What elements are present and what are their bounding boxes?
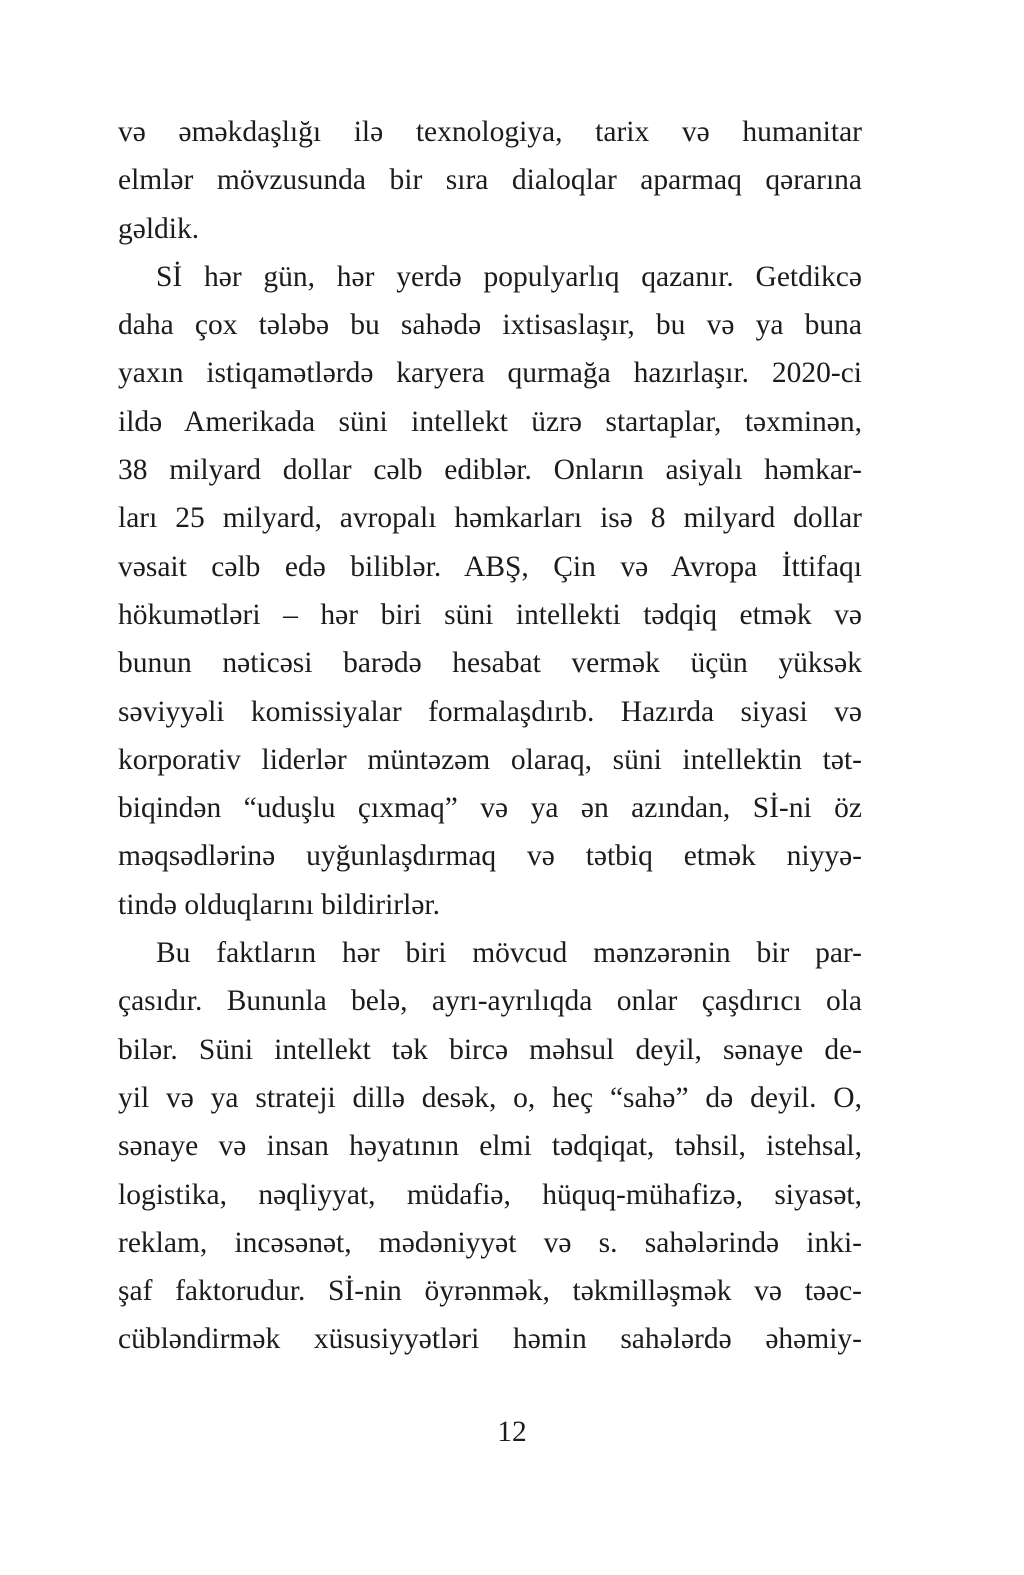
text-line: sənaye və insan həyatının elmi tədqiqat, təhsil, istehsal,: [118, 1130, 862, 1163]
text-line: yil və ya strateji dillə desək, o, heç “sahə” də deyil. O,: [118, 1081, 862, 1114]
text-line: səviyyəli komissiyalar formalaşdırıb. Hazırda siyasi və: [118, 695, 862, 728]
text-line: məqsədlərinə uyğunlaşdırmaq və tətbiq etmək niyyə-: [118, 840, 862, 873]
text-line: Sİ hər gün, hər yerdə populyarlıq qazanır. Getdikcə: [156, 260, 862, 293]
paragraph-2: [118, 253, 862, 929]
text-line: gəldik.: [118, 212, 200, 245]
text-line: daha çox tələbə bu sahədə ixtisaslaşır, bu və ya buna: [118, 309, 862, 342]
text-line: və əməkdaşlığı ilə texnologiya, tarix və humanitar: [118, 116, 862, 148]
text-line: çasıdır. Bununla belə, ayrı-ayrılıqda onlar çaşdırıcı ola: [118, 985, 862, 1018]
text-line: Bu faktların hər biri mövcud mənzərənin bir par-: [156, 937, 862, 970]
text-line: hökumətləri – hər biri süni intellekti tədqiq etmək və: [118, 598, 862, 631]
text-line: yaxın istiqamətlərdə karyera qurmağa hazırlaşır. 2020-ci: [118, 357, 862, 390]
text-line: reklam, incəsənət, mədəniyyət və s. sahələrində inki-: [118, 1226, 862, 1259]
text-line: biqindən “uduşlu çıxmaq” və ya ən azından, Sİ-ni öz: [118, 792, 862, 825]
text-line: bunun nəticəsi barədə hesabat vermək üçün yüksək: [118, 647, 862, 680]
text-line: korporativ liderlər müntəzəm olaraq, süni intellektin tət-: [118, 743, 862, 776]
text-line: bilər. Süni intellekt tək bircə məhsul deyil, sənaye de-: [118, 1033, 862, 1066]
text-line: ildə Amerikada süni intellekt üzrə startaplar, təxminən,: [118, 405, 862, 438]
body-text: [118, 108, 862, 1364]
paragraph-3: [118, 929, 862, 1364]
text-line: şaf faktorudur. Sİ-nin öyrənmək, təkmilləşmək və təəc-: [118, 1275, 862, 1308]
text-line: logistika, nəqliyyat, müdafiə, hüquq-mühafizə, siyasət,: [118, 1178, 862, 1211]
text-line: tində olduqlarını bildirirlər.: [118, 888, 440, 921]
text-line: vəsait cəlb edə biliblər. ABŞ, Çin və Avropa İttifaqı: [118, 550, 862, 583]
paragraph-1: [118, 108, 862, 253]
text-line: elmlər mövzusunda bir sıra dialoqlar aparmaq qərarına: [118, 164, 862, 197]
page-number: 12: [497, 1416, 527, 1448]
text-line: ları 25 milyard, avropalı həmkarları isə 8 milyard dollar: [118, 502, 862, 535]
text-line: cübləndirmək xüsusiyyətləri həmin sahələrdə əhəmiy-: [118, 1323, 862, 1356]
text-line: 38 milyard dollar cəlb ediblər. Onların asiyalı həmkar-: [118, 454, 862, 487]
